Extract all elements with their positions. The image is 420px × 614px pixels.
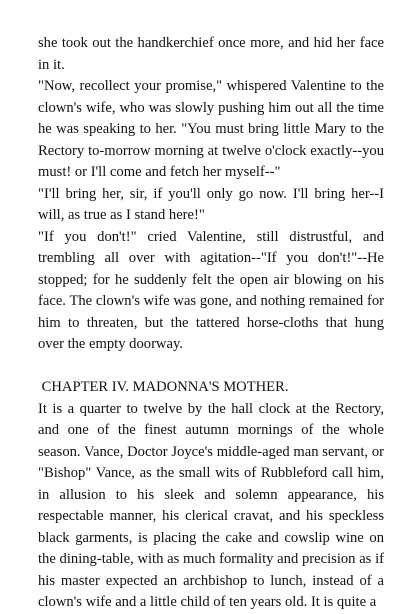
paragraph-if-you-dont: "If you don't!" cried Valentine, still distrustful, and trembling all over with agitation--"If you don't!"--He stopped; for he suddenly felt the open air blowing on his face. The clown's wife was gone, and nothing remained for him to threaten, but the tattered horse-cloths that hung over the empty doorway. [38,228,384,352]
chapter-heading: CHAPTER IV. MADONNA'S MOTHER. [38,379,289,395]
paragraph-handkerchief: she took out the handkerchief once more, and hid her face in it. [38,35,384,73]
page-text [38,33,384,614]
paragraph-recollect-promise: "Now, recollect your promise," whispered Valentine to the clown's wife, who was slowly pushing him out all the time he was speaking to her. "You must bring little Mary to the Rectory to-morrow morning at twelve o'clock exactly--you must! or I'll come and fetch her myself--" [38,78,384,180]
paragraph-bring-her: "I'll bring her, sir, if you'll only go now. I'll bring her--I will, as true as I stand here!" [38,185,384,223]
paragraph-rectory: It is a quarter to twelve by the hall clock at the Rectory, and one of the finest autumn mornings of the whole season. Vance, Doctor Joyce's middle-aged man servant, or "Bishop" Vance, as the small wits of Rubbleford call him, in allusion to his sleek and solemn appearance, his respectable manner, his clerical cravat, and his speckless black garments, is placing the cake and cowslip wine on the dining-table, with as much formality and precision as if his master expected an archbishop to lunch, instead of a clown's wife and a little child of ten years old. It is quite a [38,400,384,610]
